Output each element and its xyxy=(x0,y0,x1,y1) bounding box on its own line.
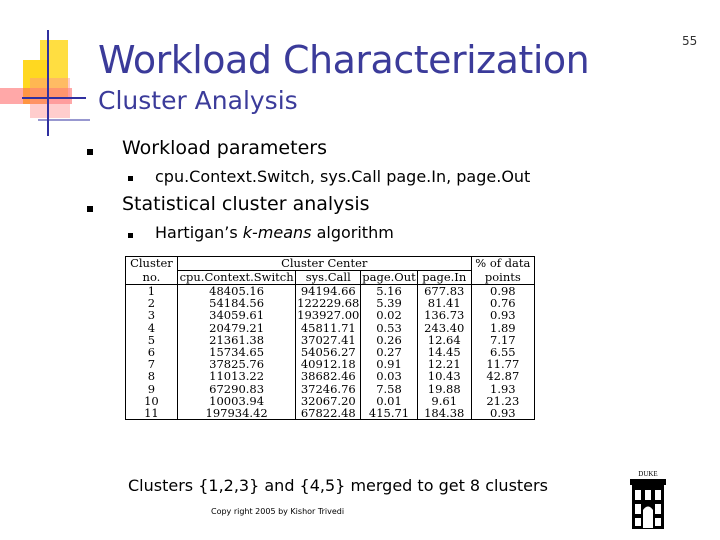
cluster-center-table xyxy=(125,256,535,466)
cell-page-out: 415.71 xyxy=(361,407,418,420)
table-row xyxy=(126,370,535,382)
cell-pct-points: 11.77 xyxy=(471,358,534,370)
sub-bullet-algorithm xyxy=(155,223,394,242)
cell-pct-points: 42.87 xyxy=(471,370,534,382)
sub-bullet-marker xyxy=(128,233,133,238)
cell-pct-points: 0.93 xyxy=(471,407,534,420)
logo-text: DUKE xyxy=(638,470,658,478)
cell-sys-call: 94194.66 xyxy=(296,285,361,298)
col-header-pct: % of data xyxy=(471,257,534,271)
cell-cpu-context-switch: 20479.21 xyxy=(177,322,296,334)
slide-title: Workload Characterization xyxy=(98,38,590,82)
cell-cpu-context-switch: 37825.76 xyxy=(177,358,296,370)
cell-pct-points: 0.98 xyxy=(471,285,534,298)
cell-pct-points: 1.89 xyxy=(471,322,534,334)
bullet-marker xyxy=(87,206,93,212)
cell-page-in: 243.40 xyxy=(417,322,471,334)
cell-cluster-no: 8 xyxy=(126,370,178,382)
cell-cluster-no: 11 xyxy=(126,407,178,420)
cell-pct-points: 0.76 xyxy=(471,297,534,309)
bullet-marker xyxy=(87,149,93,155)
table-row xyxy=(126,383,535,395)
cell-cluster-no: 2 xyxy=(126,297,178,309)
cell-cluster-no: 5 xyxy=(126,334,178,346)
table-row xyxy=(126,309,535,321)
cell-page-out: 0.53 xyxy=(361,322,418,334)
algorithm-italic: k-means xyxy=(242,223,312,242)
cell-cpu-context-switch: 15734.65 xyxy=(177,346,296,358)
caption: Clusters {1,2,3} and {4,5} merged to get 8 clusters xyxy=(128,476,548,495)
cell-pct-points: 0.93 xyxy=(471,309,534,321)
col-header-points: points xyxy=(471,271,534,285)
cell-page-in: 136.73 xyxy=(417,309,471,321)
table-row xyxy=(126,322,535,334)
cell-page-out: 5.16 xyxy=(361,285,418,298)
cell-page-out: 0.91 xyxy=(361,358,418,370)
cell-cpu-context-switch: 21361.38 xyxy=(177,334,296,346)
algorithm-suffix: algorithm xyxy=(311,223,394,242)
cell-cluster-no: 3 xyxy=(126,309,178,321)
cell-page-in: 12.21 xyxy=(417,358,471,370)
col-header-page-in: page.In xyxy=(417,271,471,285)
cell-cluster-no: 4 xyxy=(126,322,178,334)
col-header-cluster-no: no. xyxy=(126,271,178,285)
cell-sys-call: 40912.18 xyxy=(296,358,361,370)
cell-cpu-context-switch: 54184.56 xyxy=(177,297,296,309)
bullet-statistical-cluster-analysis: Statistical cluster analysis xyxy=(122,193,370,215)
corner-decoration xyxy=(0,0,100,140)
cell-page-in: 10.43 xyxy=(417,370,471,382)
cell-page-in: 9.61 xyxy=(417,395,471,407)
cell-page-in: 19.88 xyxy=(417,383,471,395)
sub-bullet-parameter-list: cpu.Context.Switch, sys.Call page.In, page.Out xyxy=(155,167,531,186)
cell-page-out: 0.26 xyxy=(361,334,418,346)
col-header-cpu-context-switch: cpu.Context.Switch xyxy=(177,271,296,285)
cell-page-in: 14.45 xyxy=(417,346,471,358)
cell-sys-call: 45811.71 xyxy=(296,322,361,334)
slide-number: 55 xyxy=(682,34,698,48)
cell-sys-call: 37246.76 xyxy=(296,383,361,395)
cell-cpu-context-switch: 48405.16 xyxy=(177,285,296,298)
cell-cpu-context-switch: 34059.61 xyxy=(177,309,296,321)
algorithm-prefix: Hartigan’s xyxy=(155,223,243,242)
col-header-cluster-center: Cluster Center xyxy=(177,257,471,271)
cell-page-out: 5.39 xyxy=(361,297,418,309)
cell-cluster-no: 9 xyxy=(126,383,178,395)
cell-page-out: 7.58 xyxy=(361,383,418,395)
cell-page-in: 184.38 xyxy=(417,407,471,420)
sub-bullet-marker xyxy=(128,176,133,181)
cell-sys-call: 37027.41 xyxy=(296,334,361,346)
cell-cpu-context-switch: 11013.22 xyxy=(177,370,296,382)
bullet-workload-parameters: Workload parameters xyxy=(122,137,327,159)
cell-sys-call: 193927.00 xyxy=(297,308,360,323)
cell-cluster-no: 1 xyxy=(126,285,178,298)
cluster-table xyxy=(125,256,535,420)
cell-page-out: 0.03 xyxy=(361,370,418,382)
col-header-page-out: page.Out xyxy=(362,270,416,284)
slide-subtitle: Cluster Analysis xyxy=(98,86,298,115)
cell-cluster-no: 7 xyxy=(126,358,178,370)
cell-page-in: 12.64 xyxy=(417,334,471,346)
col-header-sys-call: sys.Call xyxy=(296,271,361,285)
cell-page-out: 0.02 xyxy=(361,309,418,321)
cell-pct-points: 6.55 xyxy=(471,346,534,358)
cell-sys-call: 67822.48 xyxy=(296,407,361,420)
cell-cluster-no: 6 xyxy=(126,346,178,358)
cell-page-in: 81.41 xyxy=(417,297,471,309)
cell-pct-points: 7.17 xyxy=(471,334,534,346)
cell-sys-call: 54056.27 xyxy=(296,346,361,358)
cell-cpu-context-switch: 197934.42 xyxy=(177,407,296,420)
cell-cpu-context-switch: 10003.94 xyxy=(177,395,296,407)
cell-page-in: 677.83 xyxy=(417,285,471,298)
duke-chapel-logo xyxy=(627,468,669,530)
cell-sys-call: 38682.46 xyxy=(296,370,361,382)
cell-cluster-no: 10 xyxy=(126,395,178,407)
table-row xyxy=(126,407,535,420)
cell-pct-points: 1.93 xyxy=(471,383,534,395)
cell-cpu-context-switch: 67290.83 xyxy=(177,383,296,395)
copyright-note: Copy right 2005 by Kishor Trivedi xyxy=(211,507,345,516)
cell-pct-points: 21.23 xyxy=(471,395,534,407)
cell-page-out: 0.27 xyxy=(361,346,418,358)
cell-sys-call: 32067.20 xyxy=(296,395,361,407)
cell-sys-call: 122229.68 xyxy=(297,296,360,311)
cell-page-out: 0.01 xyxy=(361,395,418,407)
col-header-cluster: Cluster xyxy=(126,257,178,271)
